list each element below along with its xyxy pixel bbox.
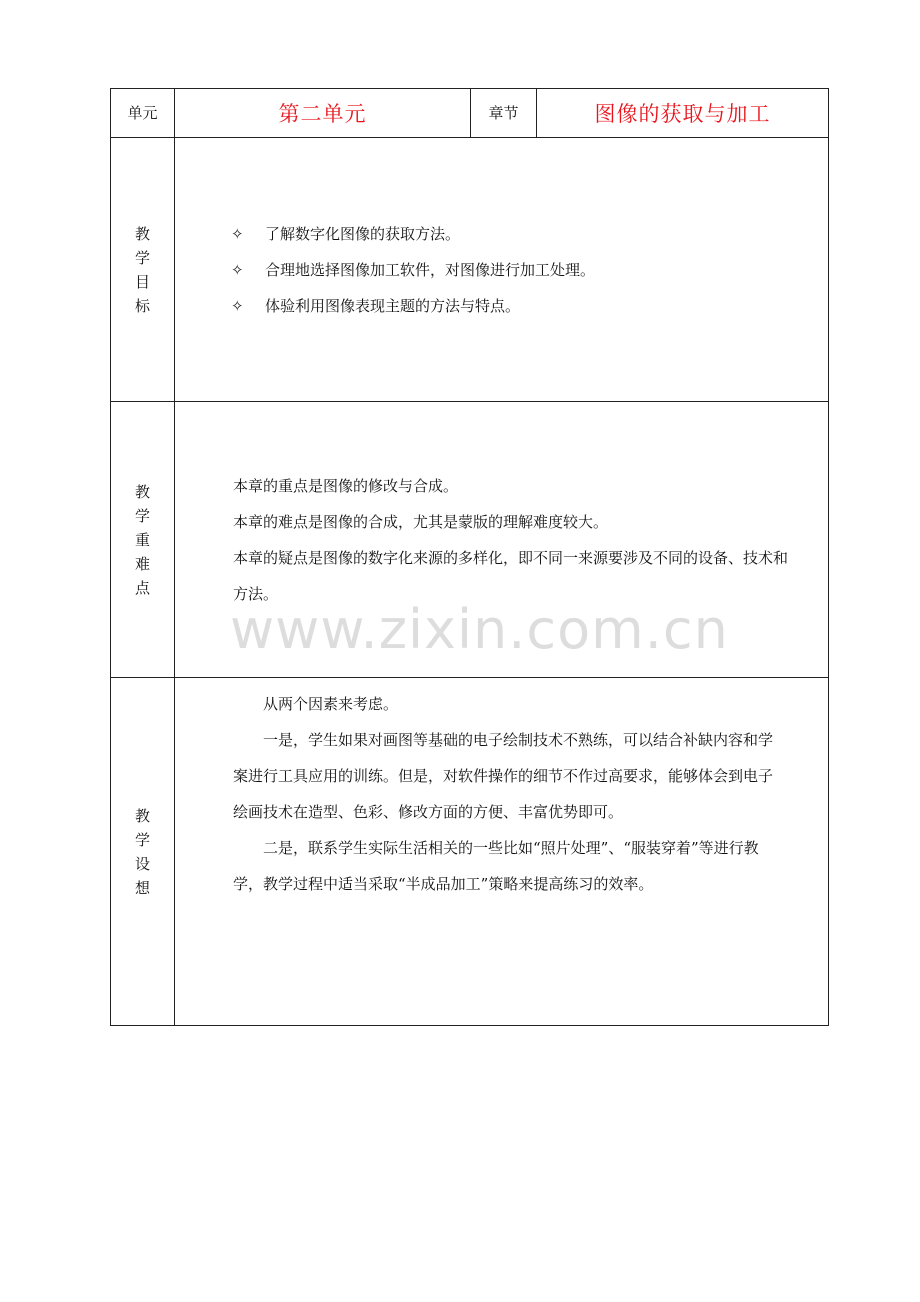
label-char: 教 (134, 224, 150, 243)
chapter-label: 章节 (471, 89, 537, 138)
label-char: 学 (134, 506, 150, 525)
teaching-design-row (111, 678, 829, 1026)
key-points-row (111, 402, 829, 678)
teaching-design-content (175, 678, 829, 1026)
label-char: 难 (134, 554, 150, 573)
goal-text: 了解数字化图像的获取方法。 (265, 224, 461, 243)
teaching-goals-row (111, 138, 829, 402)
label-char: 重 (134, 530, 150, 549)
diamond-bullet-icon: ✧ (231, 260, 244, 279)
label-char: 学 (134, 248, 150, 267)
key-point-line: 本章的疑点是图像的数字化来源的多样化，即不同一来源要涉及不同的设备、技术和方法。 (233, 548, 789, 603)
goal-item (231, 288, 828, 324)
diamond-bullet-icon: ✧ (231, 296, 244, 315)
teaching-design-label (111, 678, 175, 1026)
lesson-plan-table (110, 88, 829, 1026)
label-char: 点 (134, 578, 150, 597)
watermark: www.zixin.com.cn (230, 598, 729, 661)
lesson-plan-sheet (110, 88, 828, 1026)
unit-value: 第二单元 (175, 89, 471, 138)
goal-text: 合理地选择图像加工软件，对图像进行加工处理。 (265, 260, 596, 279)
key-point-line: 本章的难点是图像的合成，尤其是蒙版的理解难度较大。 (233, 512, 609, 531)
label-char: 教 (134, 806, 150, 825)
goal-item (231, 216, 828, 252)
goal-item (231, 252, 828, 288)
unit-label: 单元 (111, 89, 175, 138)
teaching-goals-content (175, 138, 829, 402)
chapter-value: 图像的获取与加工 (537, 89, 829, 138)
label-char: 标 (134, 296, 150, 315)
teaching-goals-label (111, 138, 175, 402)
goal-text: 体验利用图像表现主题的方法与特点。 (265, 296, 521, 315)
design-paragraph: 一是，学生如果对画图等基础的电子绘制技术不熟练，可以结合补缺内容和学案进行工具应用的训练。但是，对软件操作的细节不作过高要求，能够体会到电子绘画技术在造型、色彩、修改方面的方便、丰富优势即可。 (233, 731, 774, 821)
key-points-content (175, 402, 829, 678)
label-char: 教 (134, 482, 150, 501)
label-char: 设 (134, 854, 150, 873)
label-char: 想 (134, 878, 150, 897)
key-point-line: 本章的重点是图像的修改与合成。 (233, 476, 459, 495)
key-points-label (111, 402, 175, 678)
design-paragraph: 从两个因素来考虑。 (263, 695, 399, 713)
header-row (111, 89, 829, 138)
label-char: 目 (134, 272, 150, 291)
diamond-bullet-icon: ✧ (231, 224, 244, 243)
goal-list (175, 216, 828, 324)
label-char: 学 (134, 830, 150, 849)
design-paragraph: 二是，联系学生实际生活相关的一些比如“照片处理”、“服装穿着”等进行教学，教学过程中适当采取“半成品加工”策略来提高练习的效率。 (233, 839, 759, 893)
